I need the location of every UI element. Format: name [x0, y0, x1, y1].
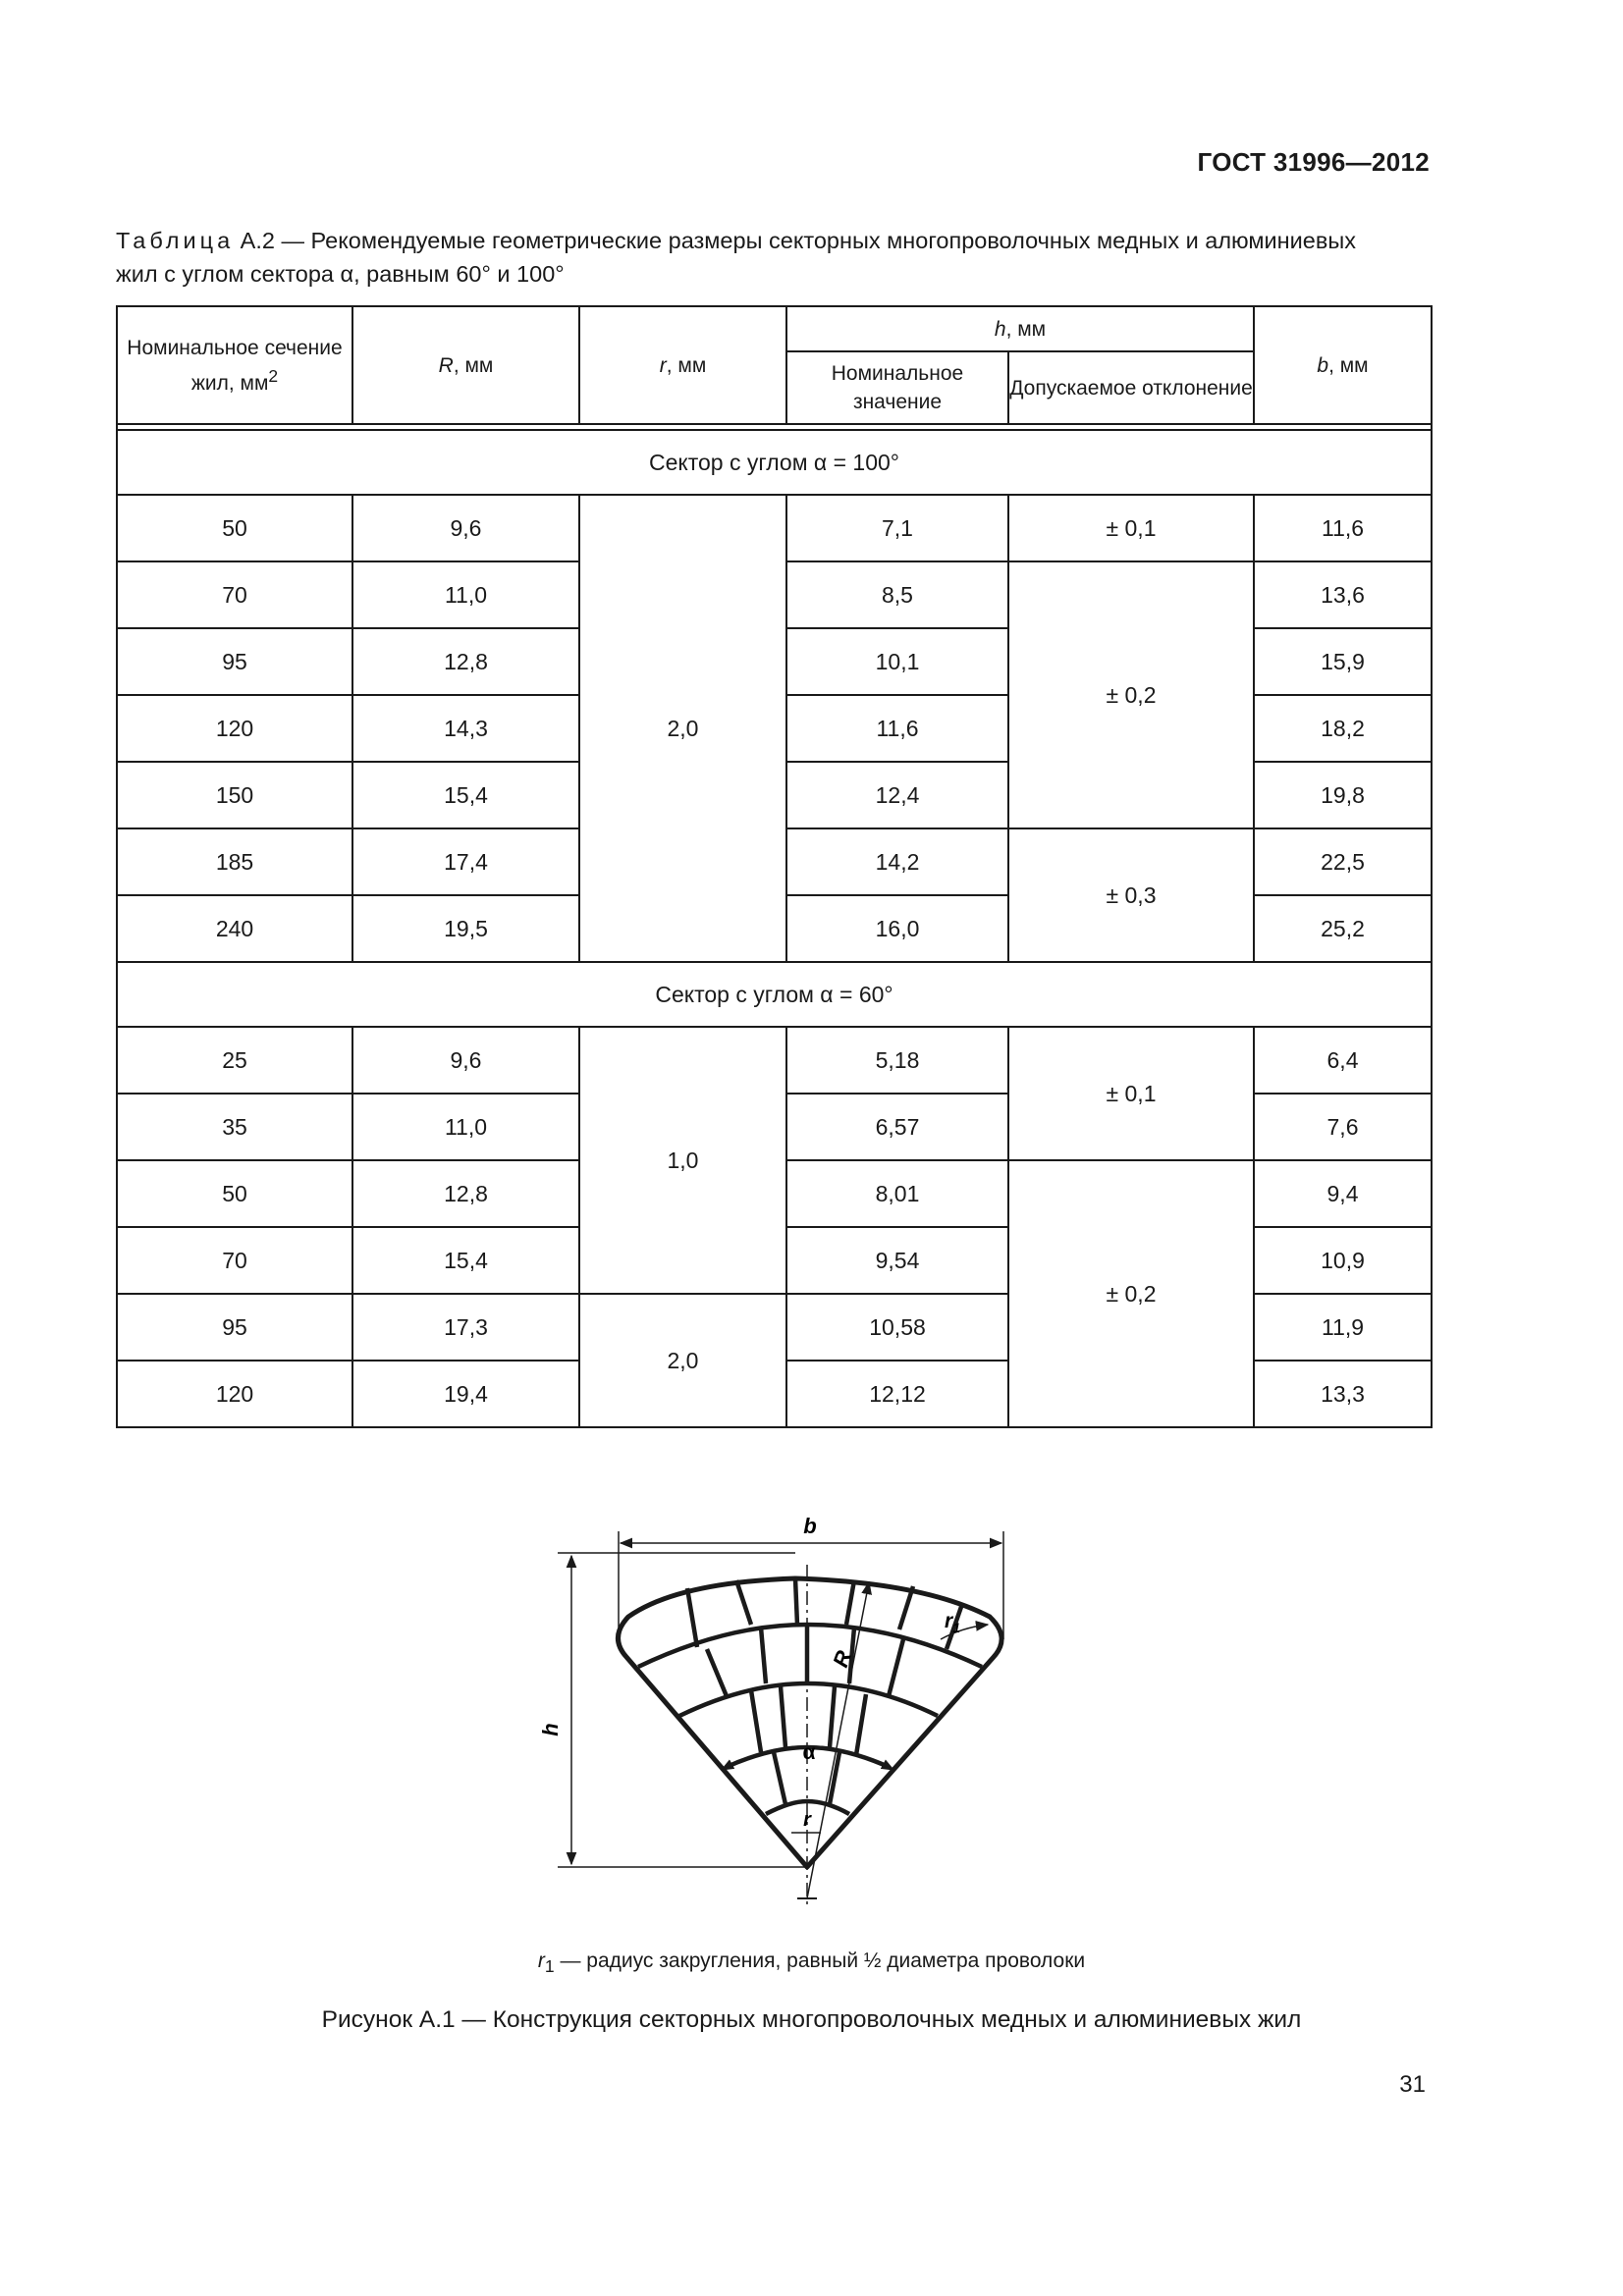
- label-r: r: [803, 1809, 811, 1831]
- header-b: b, мм: [1254, 306, 1432, 424]
- table-row: 95 12,8 10,1 15,9: [117, 628, 1432, 695]
- r-cell: 2,0: [579, 495, 786, 962]
- document-code: ГОСТ 31996—2012: [1197, 147, 1430, 177]
- figure-note: $r_1$ — радиус закругления, равный ½ диаметра проволоки: [537, 1949, 1086, 1977]
- table-caption-text-cont: жил с углом сектора α, равным 60° и 100°: [116, 261, 565, 287]
- tolerance-cell: ± 0,2: [1008, 561, 1254, 828]
- table-row: 150 15,4 12,4 19,8: [117, 762, 1432, 828]
- sector-conductor-figure: [538, 1502, 1041, 1934]
- label-alpha: α: [802, 1741, 816, 1764]
- section-title-100: Сектор с углом α = 100°: [117, 430, 1432, 495]
- page-number: 31: [1399, 2071, 1426, 2098]
- table-row: 25 9,6 1,0 5,18 ± 0,1 6,4: [117, 1027, 1432, 1094]
- figure-caption: Рисунок А.1 — Конструкция секторных многопроволочных медных и алюминиевых жил: [321, 2006, 1302, 2033]
- dimensions-table: [116, 305, 1433, 1428]
- table-row: 120 19,4 12,12 13,3: [117, 1361, 1432, 1427]
- table-caption-text: А.2 — Рекомендуемые геометрические размеры секторных многопроволочных медных и алюминиевых: [234, 228, 1356, 253]
- label-r1: $r_1$: [945, 1610, 960, 1635]
- label-h: h: [538, 1723, 563, 1736]
- table-row: 120 14,3 11,6 18,2: [117, 695, 1432, 762]
- wire-cells: [638, 1578, 982, 1814]
- header-R: R, мм: [352, 306, 579, 424]
- section-title-row: [117, 962, 1432, 1027]
- table-row: 185 17,4 14,2 ± 0,3 22,5: [117, 828, 1432, 895]
- r-cell: 2,0: [579, 1294, 786, 1427]
- table-row: 35 11,0 6,57 7,6: [117, 1094, 1432, 1160]
- header-h: h, мм: [786, 306, 1254, 351]
- header-r: r, мм: [579, 306, 786, 424]
- table-header-row: [117, 306, 1432, 351]
- label-b: b: [803, 1514, 817, 1538]
- table-row: 50 9,6 2,0 7,1 ± 0,1 11,6: [117, 495, 1432, 561]
- tolerance-cell: ± 0,1: [1008, 1027, 1254, 1160]
- section-title-row: [117, 430, 1432, 495]
- table-caption: [116, 224, 1432, 291]
- table-row: 95 17,3 2,0 10,58 11,9: [117, 1294, 1432, 1361]
- table-row: 70 15,4 9,54 10,9: [117, 1227, 1432, 1294]
- label-R: R: [828, 1647, 857, 1671]
- r-cell: 1,0: [579, 1027, 786, 1294]
- header-h-nominal: Номинальное значение: [786, 351, 1008, 424]
- table-caption-label: Таблица: [116, 228, 235, 253]
- section-title-60: Сектор с углом α = 60°: [117, 962, 1432, 1027]
- table-row: 240 19,5 16,0 25,2: [117, 895, 1432, 962]
- table-row: 50 12,8 8,01 ± 0,2 9,4: [117, 1160, 1432, 1227]
- tolerance-cell: ± 0,3: [1008, 828, 1254, 962]
- header-h-tolerance: Допускаемое отклонение: [1008, 351, 1254, 424]
- table-row: 70 11,0 8,5 ± 0,2 13,6: [117, 561, 1432, 628]
- tolerance-cell: ± 0,1: [1008, 495, 1254, 561]
- tolerance-cell: ± 0,2: [1008, 1160, 1254, 1427]
- header-section: Номинальное сечение жил, $мм^2$: [117, 306, 352, 424]
